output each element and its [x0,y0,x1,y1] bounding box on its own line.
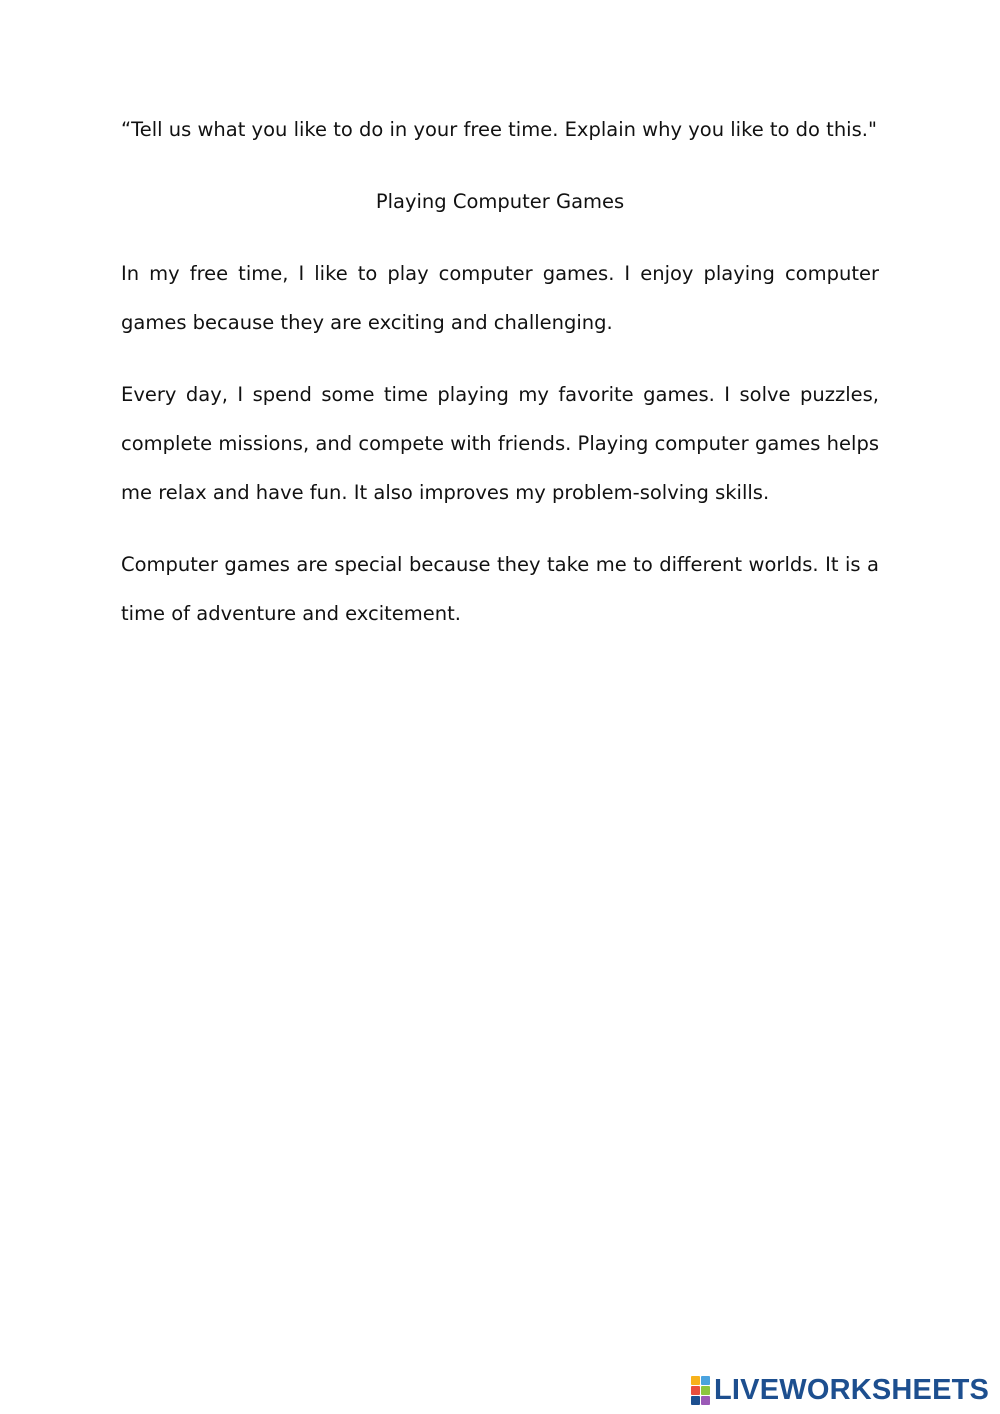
paragraph-3: Computer games are special because they take me to different worlds. It is a time of adventure and excitement. [121,553,879,625]
paragraph-1: In my free time, I like to play computer games. I enjoy playing computer games because they are exciting and challenging. [121,262,879,334]
logo-square [691,1396,700,1405]
logo-square [701,1386,710,1395]
liveworksheets-logo [691,1373,989,1407]
logo-icon [691,1376,711,1404]
paragraph-2: Every day, I spend some time playing my favorite games. I solve puzzles, complete missions, and compete with friends. Playing computer games helps me relax and have fun. It also improves my problem-solving skills. [121,383,879,504]
worksheet-page [121,105,879,661]
essay-title: Playing Computer Games [375,190,625,213]
brand-name: LIVEWORKSHEETS [714,1374,990,1406]
writing-prompt: “Tell us what you like to do in your free time. Explain why you like to do this." [121,118,877,141]
logo-square [691,1386,700,1395]
logo-square [701,1376,710,1385]
logo-square [691,1376,700,1385]
logo-square [701,1396,710,1405]
